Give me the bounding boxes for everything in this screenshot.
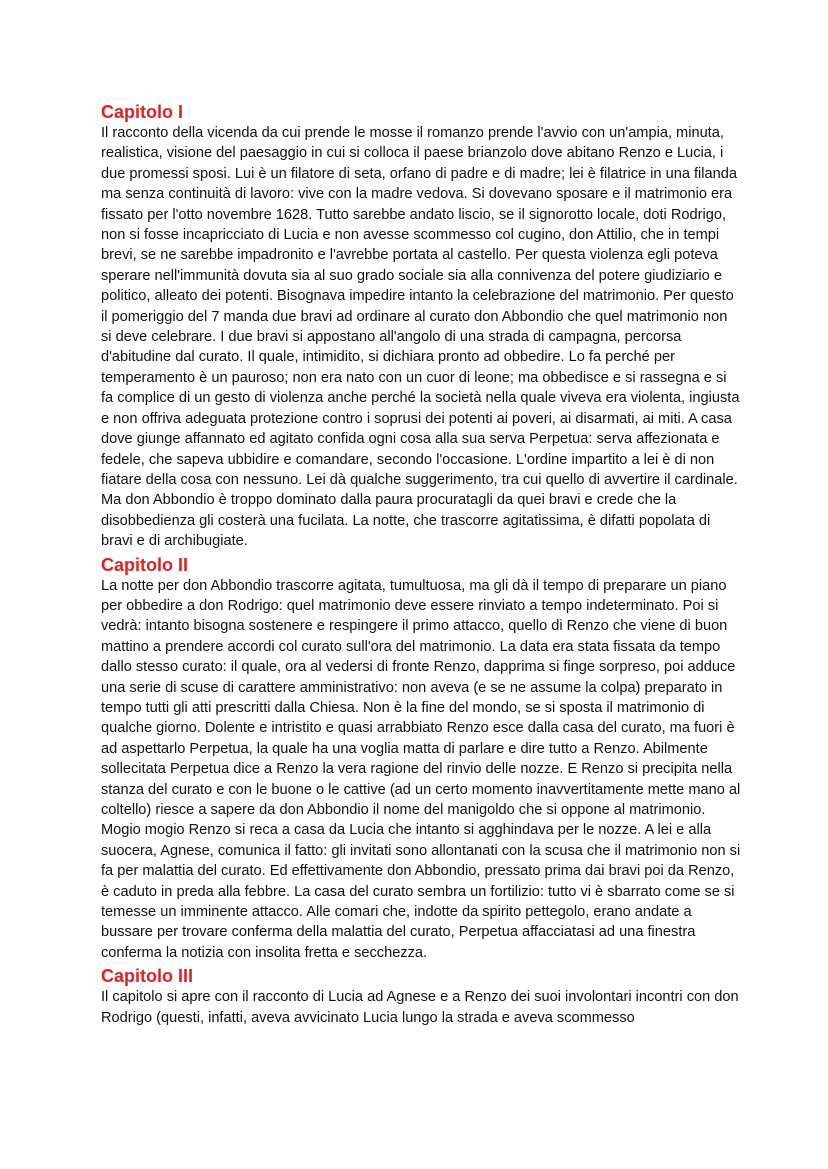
chapter-2	[101, 554, 741, 964]
chapter-1	[101, 101, 741, 552]
chapter-2-title: Capitolo II	[101, 554, 188, 575]
chapter-2-body: La notte per don Abbondio trascorre agitata, tumultuosa, ma gli dà il tempo di preparare un piano per obbedire a don Rodrigo: quel matrimonio deve essere rinviato a tempo indeterminato. Poi si vedrà: intanto bisogna sostenere e respingere il primo attacco, quello di Renzo che viene di buon mattino a prendere accordi col curato sull'ora del matrimonio. La data era stata fissata da tempo dallo stesso curato: il quale, ora al vedersi di fronte Renzo, dapprima si finge sorpreso, poi adduce una serie di scuse di carattere amministrativo: non aveva (e se ne assume la colpa) preparato in tempo tutti gli atti prescritti dalla Chiesa. Non è la fine del mondo, se si sposta il matrimonio di qualche giorno. Dolente e intristito e quasi arrabbiato Renzo esce dalla casa del curato, ma fuori è ad aspettarlo Perpetua, la quale ha una voglia matta di parlare e dire tutto a Renzo. Abilmente sollecitata Perpetua dice a Renzo la vera ragione del rinvio delle nozze. E Renzo si precipita nella stanza del curato e con le buone o le cattive (ad un certo momento inavvertitamente mette mano al coltello) riesce a sapere da don Abbondio il nome del manigoldo che si oppone al matrimonio. Mogio mogio Renzo si reca a casa da Lucia che intanto si agghindava per le nozze. A lei e alla suocera, Agnese, comunica il fatto: gli invitati sono allontanati con la scusa che il matrimonio non si fa per malattia del curato. Ed effettivamente don Abbondio, pressato prima dai bravi poi da Renzo, è caduto in preda alla febbre. La casa del curato sembra un fortilizio: tutto vi è sbarrato come se si temesse un imminente attacco. Alle comari che, indotte da spirito pettegolo, erano andate a bussare per trovare conferma della malattia del curato, Perpetua affacciatasi ad una finestra conferma la notizia con insolita fretta e secchezza.	[101, 577, 741, 961]
chapter-3-body: Il capitolo si apre con il racconto di Lucia ad Agnese e a Renzo dei suoi involontari incontri con don Rodrigo (questi, infatti, aveva avvicinato Lucia lungo la strada e aveva scommesso	[101, 989, 739, 1026]
chapter-3-title: Capitolo III	[101, 966, 193, 987]
chapter-1-title: Capitolo I	[101, 102, 183, 122]
chapter-3	[101, 965, 741, 1028]
chapter-1-body: Il racconto della vicenda da cui prende le mosse il romanzo prende l'avvio con un'ampia, minuta, realistica, visione del paesaggio in cui si colloca il paese brianzolo dove abitano Renzo e Lucia, i due promessi sposi. Lui è un filatore di seta, orfano di padre e di madre; lei è filatrice in una filanda ma senza continuità di lavoro: vive con la madre vedova. Si dovevano sposare e il matrimonio era fissato per l'otto novembre 1628. Tutto sarebbe andato liscio, se il signorotto locale, doti Rodrigo, non si fosse incapricciato di Lucia e non avesse scommesso col cugino, don Attilio, che in tempi brevi, se ne sarebbe impadronito e l'avrebbe portata al castello. Per questa violenza egli poteva sperare nell'immunità dovuta sia al suo grado sociale sia alla connivenza del potere giudiziario e politico, alleato dei potenti. Bisognava impedire intanto la celebrazione del matrimonio. Per questo il pomeriggio del 7 manda due bravi ad ordinare al curato don Abbondio che quel matrimonio non si deve celebrare. I due bravi si appostano all'angolo di una strada di campagna, percorsa d'abitudine dal curato. Il quale, intimidito, si dichiara pronto ad obbedire. Lo fa perché per temperamento è un pauroso; non era nato con un cuor di leone; ma obbedisce e si rassegna e si fa complice di un gesto di violenza anche perché la società nella quale viveva era violenta, ingiusta e non offriva adeguata protezione contro i soprusi dei potenti ai poveri, ai disarmati, ai miti. A casa dove giunge affannato ed agitato confida ogni cosa alla sua serva Perpetua: serva affezionata e fedele, che sapeva ubbidire e comandare, secondo l'occasione. L'ordine impartito a lei è di non fiatare della cosa con nessuno. Lei dà qualche suggerimento, tra cui quello di avvertire il cardinale. Ma don Abbondio è troppo dominato dalla paura procuratagli da quei bravi e crede che la disobbedienza gli costerà una fucilata. La notte, che trascorre agitatissima, è difatti popolata di bravi e di archibugiate.	[101, 125, 740, 550]
document-page	[101, 101, 741, 1030]
